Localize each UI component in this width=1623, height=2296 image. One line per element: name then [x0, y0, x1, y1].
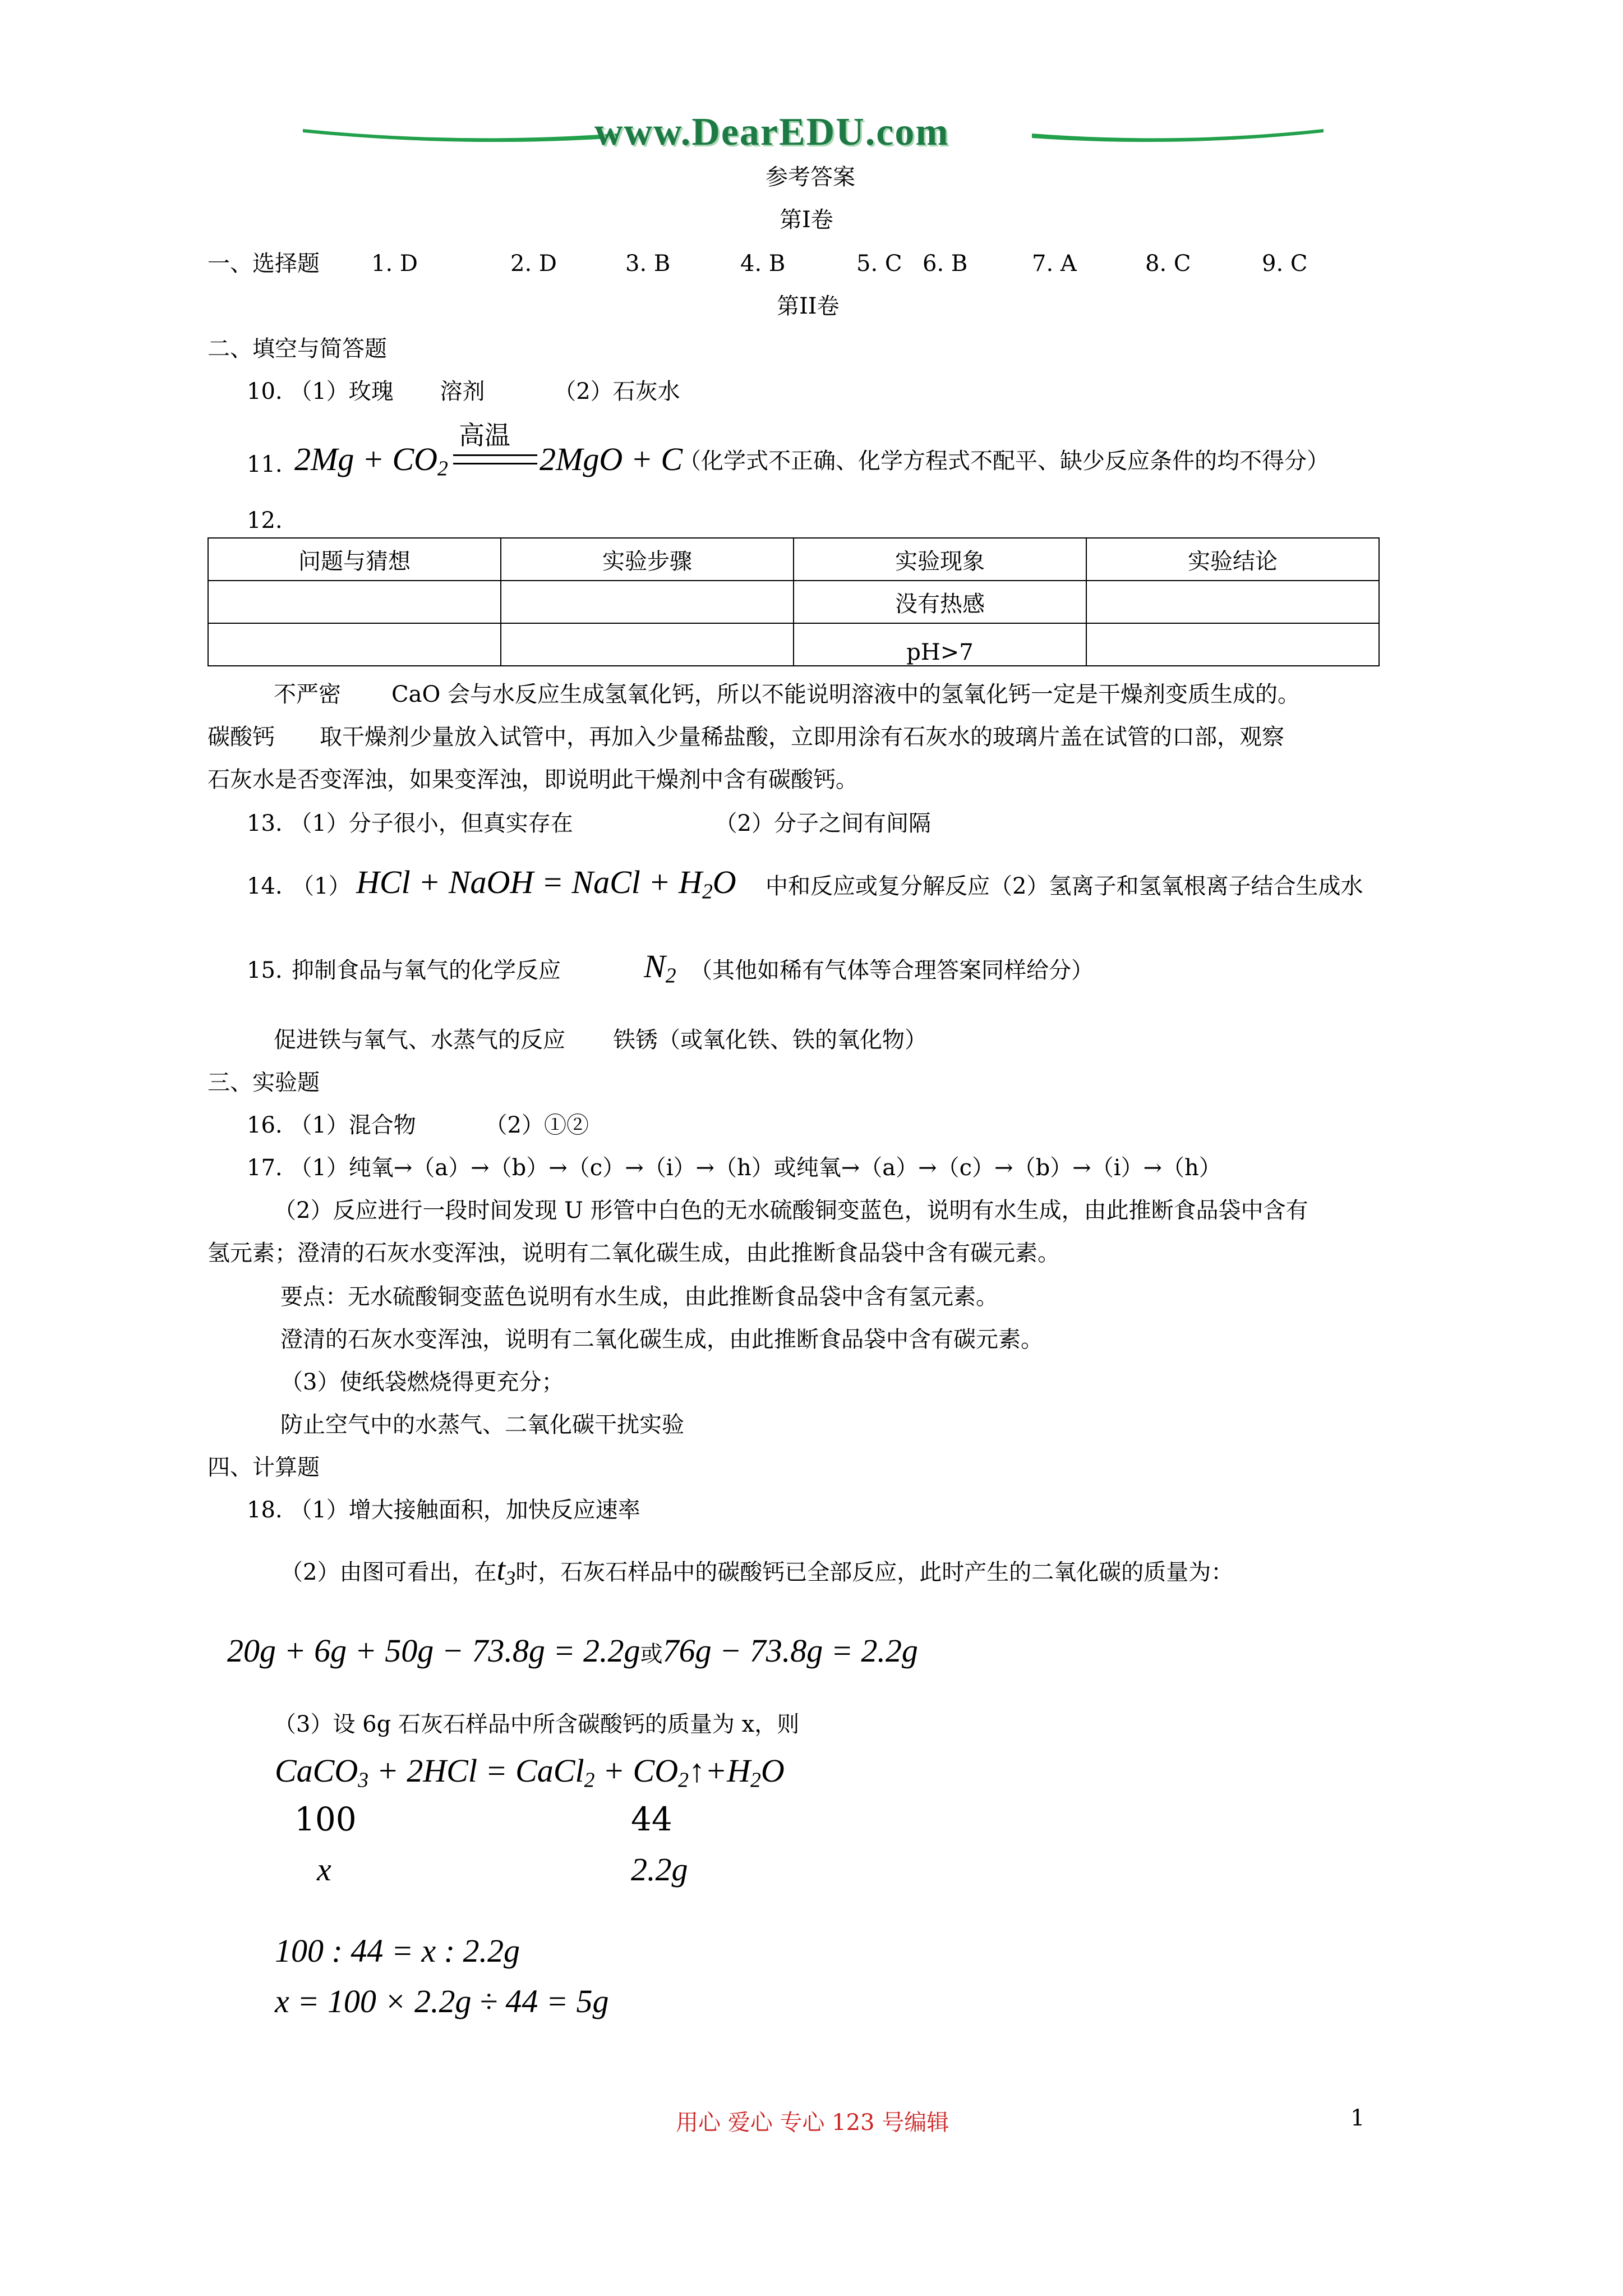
q15-line2-a: 促进铁与氧气、水蒸气的反应 — [274, 1027, 565, 1053]
q15-part1: 抑制食品与氧气的化学反应 — [292, 958, 561, 983]
table-header-cell: 问题与猜想 — [208, 538, 501, 581]
q18-part1: （1）增大接触面积，加快反应速率 — [289, 1497, 640, 1523]
table-cell — [208, 623, 501, 666]
q17-line5: 澄清的石灰水变浑浊，说明有二氧化碳生成，由此推断食品袋中含有碳元素。 — [280, 1327, 1043, 1352]
q13-part1: （1）分子很小，但真实存在 — [289, 811, 573, 836]
table-cell — [501, 581, 794, 623]
q12-num: 12. — [247, 508, 283, 533]
q15-n2: $N_2$ — [644, 948, 676, 988]
q11-equation-lhs: $2Mg + CO_2$ — [294, 441, 448, 481]
answer-1: 1. D — [371, 251, 418, 277]
q18-calc-b: 76g − 73.8g = 2.2g — [662, 1632, 918, 1669]
q17-num: 17. — [247, 1155, 283, 1181]
experiment-table — [208, 537, 1380, 666]
q18-num: 18. — [247, 1497, 283, 1523]
answer-7: 7. A — [1032, 251, 1077, 277]
q14-equation: HCl + NaOH = NaCl + $H_2O$ — [356, 864, 736, 904]
q12-line2-label: 碳酸钙 — [208, 724, 275, 750]
q15-line2-b: 铁锈（或氧化铁、铁的氧化物） — [613, 1027, 927, 1053]
section2-label: 二、填空与简答题 — [208, 336, 387, 362]
page-title: 参考答案 — [766, 164, 855, 190]
q16-part1: （1）混合物 — [289, 1112, 416, 1138]
page-number: 1 — [1350, 2105, 1365, 2131]
q11-condition: 高温 — [459, 420, 510, 450]
section3-label: 三、实验题 — [208, 1070, 320, 1096]
q18-result: x = 100 × 2.2g ÷ 44 = 5g — [275, 1983, 609, 2019]
answer-5: 5. C — [856, 251, 902, 277]
q18-calc-a: 20g + 6g + 50g − 73.8g = 2.2g — [227, 1632, 640, 1669]
q13-part2: （2）分子之间有间隔 — [714, 811, 931, 836]
q18-line2 — [280, 1552, 1234, 1590]
q18-calc-or: 或 — [640, 1641, 663, 1667]
q18-var-x: x — [317, 1851, 331, 1888]
table-cell — [1086, 581, 1379, 623]
q17-line7: 防止空气中的水蒸气、二氧化碳干扰实验 — [280, 1412, 684, 1438]
header-logo: www.DearEDU.com — [594, 111, 949, 154]
q18-calc — [227, 1632, 918, 1673]
q10-num: 10. — [247, 379, 283, 404]
q15-line2 — [274, 1027, 927, 1053]
q14-part2: 中和反应或复分解反应（2）氢离子和氢氧根离子结合生成水 — [766, 873, 1363, 899]
table-cell: 没有热感 — [794, 581, 1086, 623]
q10-line — [247, 378, 680, 405]
q18-line1 — [247, 1497, 640, 1524]
q12-line2-text: 取干燥剂少量放入试管中，再加入少量稀盐酸，立即用涂有石灰水的玻璃片盖在试管的口部，观察 — [320, 724, 1284, 750]
q17-line4: 要点：无水硫酸铜变蓝色说明有水生成，由此推断食品袋中含有氢元素。 — [280, 1284, 998, 1310]
answer-8: 8. C — [1145, 251, 1191, 277]
q18-mass-44: 44 — [631, 1800, 672, 1838]
q18-part2-a: （2）由图可看出，在 — [280, 1559, 497, 1585]
table-row — [208, 581, 1379, 623]
q18-part2-b: 时，石灰石样品中的碳酸钙已全部反应，此时产生的二氧化碳的质量为： — [515, 1559, 1234, 1585]
table-header-cell: 实验步骤 — [501, 538, 794, 581]
q17-line1-text: （1）纯氧→（a）→（b）→（c）→（i）→（h）或纯氧→（a）→（c）→（b）→（i）→（h） — [289, 1155, 1221, 1181]
q18-t3: $t_3$ — [496, 1552, 516, 1590]
table-cell — [208, 581, 501, 623]
answer-4: 4. B — [740, 251, 786, 277]
q17-line1 — [247, 1154, 1221, 1181]
q15-part2: （其他如稀有气体等合理答案同样给分） — [690, 958, 1094, 983]
q12-line2 — [208, 724, 1284, 751]
answer-6: 6. B — [923, 251, 968, 277]
q18-ratio: 100 : 44 = x : 2.2g — [275, 1932, 520, 1969]
section4-label: 四、计算题 — [208, 1455, 320, 1480]
q14-num: 14. — [247, 873, 283, 899]
answer-3: 3. B — [625, 251, 671, 277]
q16-num: 16. — [247, 1112, 283, 1138]
q14-part1: （1） — [292, 873, 351, 899]
q10-part1: （1）玫瑰 — [289, 379, 394, 404]
q17-line2: （2）反应进行一段时间发现 U 形管中白色的无水硫酸铜变蓝色，说明有水生成，由此推断食品袋中含有 — [274, 1198, 1308, 1223]
part1-title: 第I卷 — [780, 207, 833, 233]
section1-label: 一、选择题 — [208, 251, 320, 277]
q10-part2: 溶剂 — [440, 379, 485, 404]
part2-title: 第II卷 — [777, 293, 840, 319]
table-cell — [1086, 623, 1379, 666]
q16-part2: （2）①② — [485, 1112, 589, 1138]
q13-num: 13. — [247, 811, 283, 836]
q18-line3: （3）设 6g 石灰石样品中所含碳酸钙的质量为 x，则 — [274, 1711, 800, 1737]
q11-equal-sign — [453, 454, 537, 464]
table-header-row — [208, 538, 1379, 581]
q12-line3: 石灰水是否变浑浊，如果变浑浊，即说明此干燥剂中含有碳酸钙。 — [208, 767, 858, 793]
q13-line — [247, 810, 931, 837]
q18-var-2-2g: 2.2g — [631, 1851, 688, 1888]
q12-line1-text: CaO 会与水反应生成氢氧化钙，所以不能说明溶液中的氢氧化钙一定是干燥剂变质生成的。 — [391, 682, 1300, 707]
q10-part3: （2）石灰水 — [554, 379, 680, 404]
table-row — [208, 623, 1379, 666]
table-header-cell: 实验结论 — [1086, 538, 1379, 581]
header-swoosh-left — [303, 122, 617, 145]
q11-equation-rhs: 2MgO + C — [540, 441, 683, 477]
q18-equation: CaCO$_3$ + 2HCl = CaCl$_2$ + $CO_2↑+H_2O$ — [275, 1752, 785, 1792]
q15-num: 15. — [247, 958, 283, 983]
table-cell: pH>7 — [794, 623, 1086, 666]
q17-line3: 氢元素；澄清的石灰水变浑浊，说明有二氧化碳生成，由此推断食品袋中含有碳元素。 — [208, 1240, 1060, 1266]
q12-line1-label: 不严密 — [274, 682, 341, 707]
footer-text: 用心 爱心 专心 123 号编辑 — [676, 2110, 949, 2136]
table-header-cell: 实验现象 — [794, 538, 1086, 581]
answer-2: 2. D — [510, 251, 557, 277]
q11-note: （化学式不正确、化学方程式不配平、缺少反应条件的均不得分） — [679, 448, 1329, 474]
header-swoosh-right — [1032, 122, 1324, 145]
answer-9: 9. C — [1262, 251, 1308, 277]
q17-line6: （3）使纸袋燃烧得更充分； — [280, 1369, 564, 1395]
q18-mass-100: 100 — [294, 1800, 357, 1838]
q11-num: 11. — [247, 452, 283, 477]
table-cell — [501, 623, 794, 666]
q12-line1 — [274, 681, 1300, 708]
q16-line — [247, 1112, 589, 1139]
